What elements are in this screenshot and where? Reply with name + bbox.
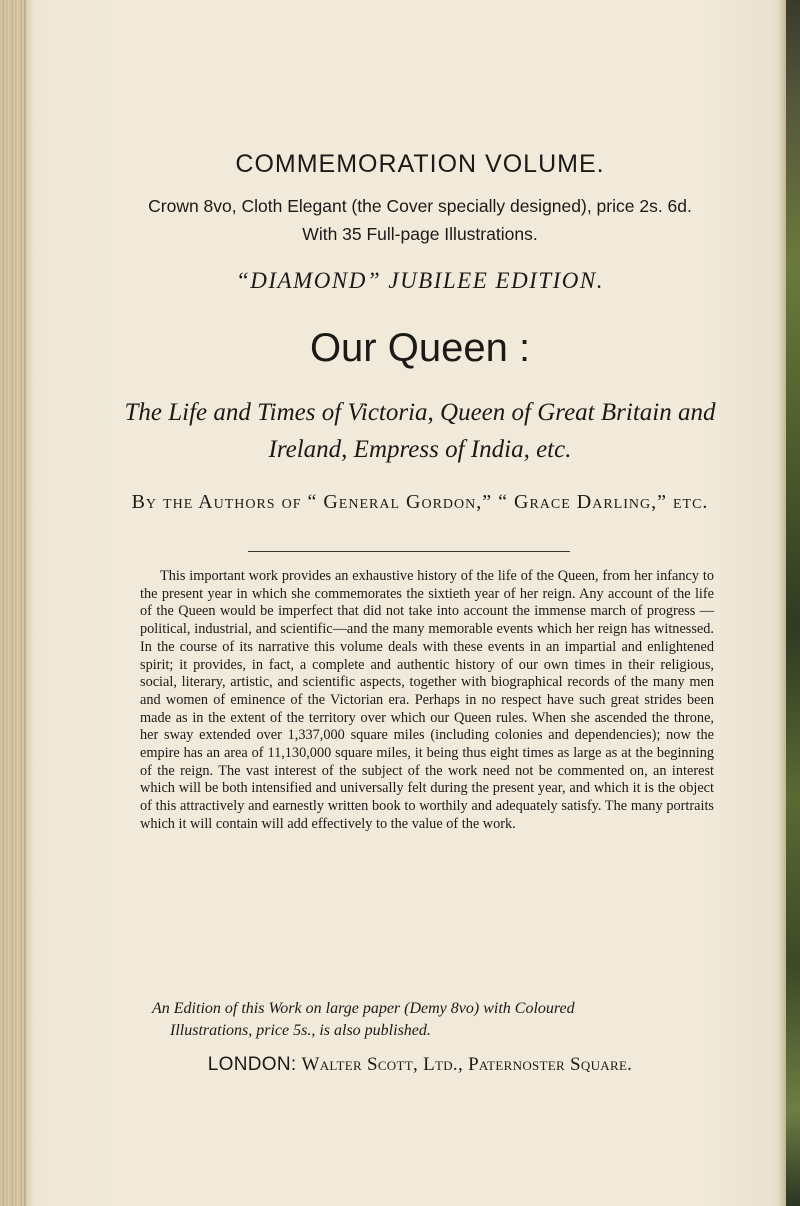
note-line-2: Illustrations, price 5s., is also published.	[170, 1022, 431, 1039]
imprint-publisher: Walter Scott, Ltd., Paternoster Square.	[301, 1054, 633, 1075]
publisher-imprint	[110, 1054, 730, 1076]
book-title: Our Queen :	[309, 326, 531, 370]
large-paper-note	[152, 998, 752, 1042]
note-line-1: An Edition of this Work on large paper (Demy 8vo) with Coloured	[152, 1000, 575, 1017]
page-heading: COMMEMORATION VOLUME.	[235, 150, 605, 178]
page-binding-edge	[0, 0, 26, 1206]
description-paragraph: This important work provides an exhaustive history of the life of the Queen, from her infancy to the present year in which she commemorates the sixtieth year of her reign. Any account of the life of the Queen would be imperfect that did not take into account the immense march of progress —political, industrial, and scientific—and the many memorable events which her reign has witnessed. In the course of its narrative this volume deals with these events in an impartial and enlightened spirit; it provides, in fact, a complete and authentic history of our own times in their religious, social, literary, artistic, and scientific aspects, together with biographical records of the many men and women of eminence of the Victorian era. Perhaps in no respect have such great strides been made as in the extent of the territory over which our Queen rules. When she ascended the throne, her sway extended over 1,337,000 square miles (including colonies and dependencies); now the empire has an area of 11,130,000 square miles, it being thus eight times as large as at the beginning of the reign. The vast interest of the subject of the work need not be commented on, an interest which will be both intensified and universally felt during the present year, and which it is the object of this attractively and earnestly written book to worthily and adequately satisfy. The many portraits which it will contain will add effectively to the value of the work.	[140, 568, 714, 832]
divider-rule	[248, 551, 570, 552]
imprint-city: LONDON:	[207, 1054, 297, 1075]
format-line: Crown 8vo, Cloth Elegant (the Cover specially designed), price 2s. 6d.	[148, 196, 692, 216]
authors-line: By the Authors of “ General Gordon,” “ Grace Darling,” etc.	[131, 491, 709, 513]
edition-line: “DIAMOND” JUBILEE EDITION.	[235, 268, 604, 293]
book-subtitle: The Life and Times of Victoria, Queen of Great Britain and Ireland, Empress of India, etc.	[124, 399, 716, 463]
page-outer-edge	[786, 0, 800, 1206]
illustrations-line: With 35 Full-page Illustrations.	[302, 224, 538, 244]
